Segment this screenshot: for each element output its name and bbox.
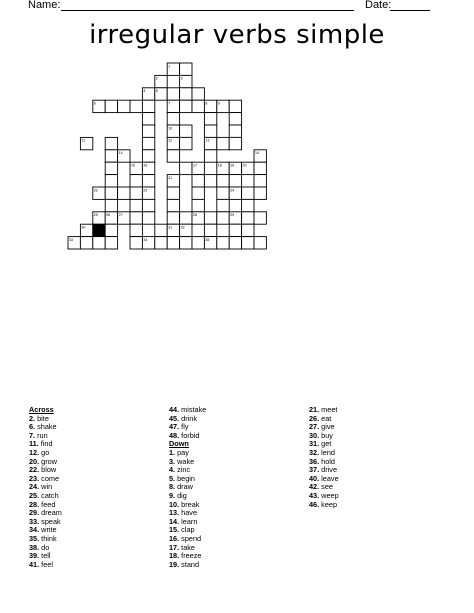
grid-cell[interactable] [142,150,154,162]
clues-column-1 [29,406,62,569]
grid-cell-number: 1 [168,64,171,69]
clue-number: 34. [29,525,40,535]
grid-cell[interactable] [204,150,216,162]
clue-text: tell [39,551,51,561]
grid-cell[interactable] [229,237,241,249]
grid-cell[interactable] [217,187,229,199]
clue-number: 13. [169,508,180,518]
clue-number: 16. [169,533,180,543]
grid-cell[interactable] [242,237,254,249]
grid-cell-number: 32 [180,225,185,230]
clue-number: 31. [309,439,320,449]
grid-cell[interactable] [130,237,142,249]
clue-text: get [319,439,332,449]
grid-cell-number: 12 [168,138,173,143]
clue-item [169,561,206,570]
grid-cell-number: 11 [81,138,86,143]
clue-text: bite [35,413,49,423]
clue-text: spend [179,533,202,543]
grid-cell[interactable] [180,63,192,75]
grid-cell-number: 8 [205,101,208,106]
clue-number: 19. [169,559,180,569]
grid-cell[interactable] [242,199,254,211]
clue-number: 32. [309,447,320,457]
grid-cell[interactable] [192,237,204,249]
grid-cell[interactable] [105,224,117,236]
clue-text: do [39,542,50,552]
down-heading: Down [169,439,189,449]
clue-text: go [39,447,50,457]
grid-cell-number: 9 [217,101,220,106]
across-clue-list [29,415,62,570]
grid-cell[interactable] [130,100,142,112]
clue-item [29,561,62,570]
grid-cell[interactable] [180,125,192,137]
clue-text: zinc [175,465,191,475]
page-title: irregular verbs simple [89,20,385,50]
grid-cell-number: 27 [118,213,123,218]
clue-number: 3. [169,456,176,466]
grid-cell[interactable] [130,224,142,236]
grid-cell-number: 16 [143,163,148,168]
clue-text: feed [39,499,56,509]
grid-cell[interactable] [118,187,130,199]
clue-text: wake [175,456,195,466]
clue-text: dream [39,508,62,518]
clue-text: think [39,533,57,543]
grid-cell[interactable] [142,212,154,224]
grid-cell-number: 17 [193,163,197,168]
clue-number: 18. [169,551,180,561]
clue-text: win [39,482,53,492]
grid-cell[interactable] [217,137,229,149]
clue-text: grow [39,456,57,466]
clue-text: speak [39,516,61,526]
grid-cell[interactable] [142,199,154,211]
grid-cell[interactable] [180,88,192,100]
grid-cell[interactable] [142,125,154,137]
clue-number: 14. [169,516,180,526]
grid-cell[interactable] [192,187,204,199]
down-clue-list-continued [309,406,339,509]
clue-text: shake [35,422,57,432]
grid-cell-number: 10 [168,126,173,131]
clue-text: run [35,430,48,440]
grid-cell-number: 24 [230,188,235,193]
clue-number: 1. [169,447,176,457]
clue-text: catch [39,490,59,500]
grid-cell[interactable] [192,88,204,100]
clue-text: buy [319,430,333,440]
grid-cell-number: 21 [168,175,173,180]
clue-text: drive [319,465,337,475]
grid-cell-number: 14 [118,151,123,156]
name-label: Name: [28,0,61,11]
clue-number: 28. [29,499,40,509]
clue-number: 7. [29,430,36,440]
grid-cell[interactable] [142,175,154,187]
clue-number: 38. [29,542,40,552]
grid-cell[interactable] [204,212,216,224]
clue-text: mistake [179,405,207,414]
date-label: Date: [365,0,392,11]
clue-number: 21. [309,405,320,414]
clue-number: 5. [169,473,176,483]
grid-cell-number: 19 [230,163,235,168]
grid-cell[interactable] [192,199,204,211]
clue-text: come [39,473,60,483]
clue-number: 35. [29,533,40,543]
grid-cell[interactable] [242,212,254,224]
grid-cell[interactable] [167,199,179,211]
clue-number: 41. [29,559,40,569]
clue-text: begin [175,473,195,483]
grid-cell-number: 28 [193,213,197,218]
grid-cell-number: 13 [205,138,210,143]
clue-number: 6. [29,422,36,432]
clue-text: drink [179,413,197,423]
grid-cell-number: 31 [168,225,173,230]
down-clue-list [169,449,206,569]
clue-number: 24. [29,482,40,492]
grid-cell-number: 22 [93,188,98,193]
clue-text: hold [319,456,335,466]
grid-cell[interactable] [130,199,142,211]
grid-cell[interactable] [142,113,154,125]
across-heading: Across [29,405,54,414]
grid-cell[interactable] [204,113,216,125]
clue-number: 46. [309,499,320,509]
grid-cell[interactable] [80,237,92,249]
clue-text: leave [319,473,339,483]
grid-cell[interactable] [105,187,117,199]
clue-text: weep [319,490,339,500]
grid-cell[interactable] [229,113,241,125]
grid-block [93,224,105,236]
grid-cell[interactable] [242,224,254,236]
grid-cell[interactable] [229,125,241,137]
clue-number: 30. [309,430,320,440]
grid-cell[interactable] [167,187,179,199]
grid-cell[interactable] [254,162,266,174]
grid-cell-number: 7 [168,101,171,106]
clue-number: 25. [29,490,40,500]
grid-cell[interactable] [204,175,216,187]
grid-cell[interactable] [155,224,167,236]
grid-cell[interactable] [167,150,179,162]
grid-cell[interactable] [130,212,142,224]
clue-text: give [319,422,335,432]
grid-cell[interactable] [192,100,204,112]
grid-cell[interactable] [167,237,179,249]
grid-cell-number: 29 [230,213,235,218]
grid-cell[interactable] [229,175,241,187]
clue-text: pay [175,447,189,457]
grid-cell[interactable] [93,237,105,249]
clue-number: 12. [29,447,40,457]
clue-number: 42. [309,482,320,492]
clue-number: 47. [169,422,180,432]
grid-cell[interactable] [167,88,179,100]
grid-cell[interactable] [105,100,117,112]
grid-cell[interactable] [217,212,229,224]
clue-number: 29. [29,508,40,518]
across-clue-list-continued [169,406,206,440]
clue-number: 39. [29,551,40,561]
clue-number: 37. [309,465,320,475]
grid-cell[interactable] [180,162,192,174]
clue-text: find [38,439,53,449]
clue-number: 40. [309,473,320,483]
clue-number: 22. [29,465,40,475]
grid-cell[interactable] [105,199,117,211]
grid-cell[interactable] [217,237,229,249]
clue-text: see [319,482,333,492]
grid-cell[interactable] [180,237,192,249]
clue-number: 17. [169,542,180,552]
grid-cell[interactable] [254,212,266,224]
clue-text: lend [319,447,335,457]
clue-text: feel [39,559,53,569]
grid-cell[interactable] [167,212,179,224]
grid-cell-number: 6 [93,101,96,106]
grid-cell-number: 25 [93,213,98,218]
grid-cell-number: 3 [180,76,183,81]
clue-number: 23. [29,473,40,483]
grid-cell[interactable] [254,237,266,249]
grid-cell[interactable] [130,175,142,187]
grid-cell[interactable] [229,137,241,149]
grid-cell-number: 33 [69,237,73,242]
grid-cell[interactable] [155,237,167,249]
grid-cell-number: 2 [155,76,158,81]
grid-cell[interactable] [118,100,130,112]
grid-cell[interactable] [242,187,254,199]
grid-cell-number: 34 [143,237,148,242]
grid-cell[interactable] [254,175,266,187]
grid-cell[interactable] [105,162,117,174]
grid-cell[interactable] [142,100,154,112]
grid-cell-number: 18 [217,163,222,168]
grid-cell[interactable] [229,100,241,112]
grid-cell-number: 15 [131,163,135,168]
clue-number: 11. [29,439,39,449]
clue-number: 10. [169,499,180,509]
grid-cell[interactable] [105,175,117,187]
clue-text: break [179,499,200,509]
clue-number: 45. [169,413,180,423]
clue-number: 26. [309,413,320,423]
grid-cell-number: 14 [255,151,259,156]
clue-text: write [39,525,57,535]
clues-column-3 [309,406,339,509]
clue-text: forbid [179,430,200,440]
clue-number: 20. [29,456,40,466]
grid-cell[interactable] [180,212,192,224]
clue-number: 33. [29,516,40,526]
grid-cell[interactable] [192,175,204,187]
clue-number: 27. [309,422,320,432]
grid-cell[interactable] [217,199,229,211]
grid-cell-number: 23 [143,188,148,193]
grid-cell-number: 20 [242,163,247,168]
grid-cell[interactable] [180,137,192,149]
grid-cell[interactable] [105,137,117,149]
grid-cell[interactable] [130,187,142,199]
clue-number: 43. [309,490,320,500]
grid-cell[interactable] [167,113,179,125]
grid-cell-number: 4 [143,89,146,94]
clue-text: keep [319,499,338,509]
grid-cell[interactable] [105,237,117,249]
clue-number: 44. [169,405,180,414]
clue-number: 48. [169,430,180,440]
clue-text: draw [175,482,193,492]
clue-text: eat [319,413,332,423]
grid-cell[interactable] [204,125,216,137]
grid-cell[interactable] [142,137,154,149]
grid-cell-number: 5 [155,89,158,94]
grid-cell[interactable] [254,187,266,199]
clue-text: dig [175,490,187,500]
grid-cell-number: 30 [81,225,86,230]
clue-number: 8. [169,482,176,492]
grid-cell-number: 26 [106,213,111,218]
grid-cell[interactable] [229,224,241,236]
grid-cell[interactable] [180,100,192,112]
grid-cell-number: 35 [205,237,210,242]
clue-item [309,501,339,510]
clue-text: meet [319,405,338,414]
clue-text: have [179,508,198,518]
clue-text: fly [179,422,189,432]
clue-text: take [179,542,195,552]
clue-number: 15. [169,525,180,535]
clue-text: clap [179,525,195,535]
clue-number: 2. [29,413,36,423]
grid-cell[interactable] [204,224,216,236]
grid-cell[interactable] [217,175,229,187]
clue-text: blow [39,465,57,475]
clues-column-2 [169,406,206,569]
clue-text: learn [179,516,198,526]
grid-cell[interactable] [105,150,117,162]
clue-number: 36. [309,456,320,466]
clue-number: 9. [169,490,176,500]
clue-text: freeze [179,551,202,561]
clue-text: stand [179,559,200,569]
clue-number: 4. [169,465,176,475]
